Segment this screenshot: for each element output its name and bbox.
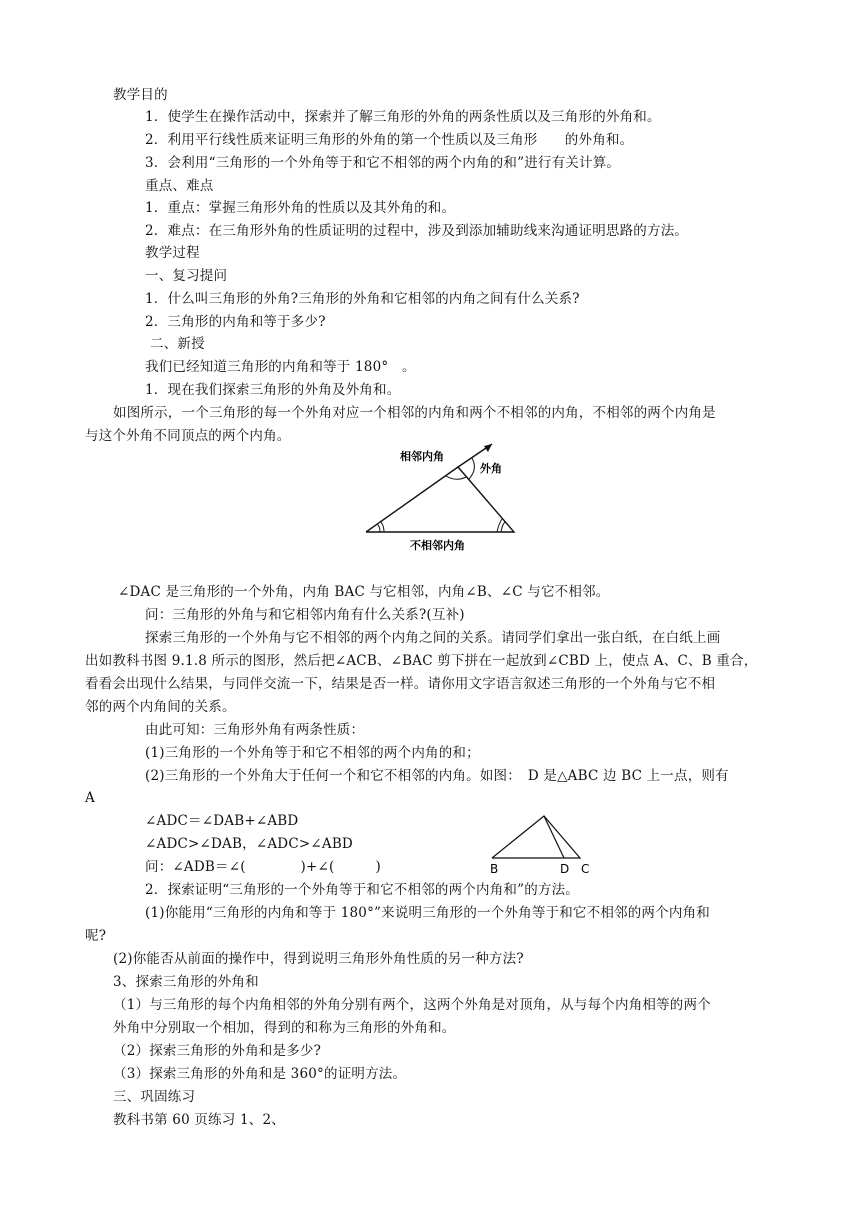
objective-1: 1．使学生在操作活动中，探索并了解三角形的外角的两条性质以及三角形的外角和。 (145, 109, 661, 125)
paragraph-figure-intro-2: 与这个外角不同顶点的两个内角。 (85, 428, 291, 444)
section-heading-process: 教学过程 (145, 245, 200, 261)
exterior-sum-question: （2）探索三角形的外角和是多少? (113, 1043, 322, 1059)
point-d-triangle-diagram (480, 814, 600, 876)
proof-question-1a: (1)你能用“三角形的内角和等于 180°”来说明三角形的一个外角等于和它不相邻的两个内角和 (145, 905, 710, 921)
section-heading-objectives: 教学目的 (113, 87, 168, 103)
property-2: (2)三角形的一个外角大于任何一个和它不相邻的内角。如图： D 是△ABC 边 BC 上一点，则有 (145, 768, 729, 784)
label-vertex-c: C (581, 862, 590, 876)
practice-assignment: 教科书第 60 页练习 1、2、 (113, 1112, 285, 1128)
exterior-sum-definition-2: 外角中分别取一个相加，得到的和称为三角形的外角和。 (113, 1020, 456, 1036)
exterior-angle-arc (469, 458, 474, 479)
label-nonadjacent-angle: 不相邻内角 (410, 539, 465, 552)
point-d-triangle-figure (480, 814, 600, 876)
left-angle-arc (377, 524, 380, 532)
paragraph-explore-proof: 2．探索证明“三角形的一个外角等于和它不相邻的两个内角和”的方法。 (145, 882, 579, 898)
label-point-d: D (560, 862, 570, 876)
left-angle-arc-2 (380, 521, 384, 532)
label-vertex-a: A (85, 790, 95, 806)
paragraph-activity-2: 出如教科书图 9.1.8 所示的图形，然后把∠ACB、∠BAC 剪下拼在一起放到∠CBD 上，使点 A、C、B 重合， (85, 653, 758, 669)
right-angle-arc (501, 522, 505, 532)
label-adjacent-angle: 相邻内角 (400, 450, 444, 463)
label-exterior-angle: 外角 (480, 462, 502, 475)
paragraph-figure-intro-1: 如图所示，一个三角形的每一个外角对应一个相邻的内角和两个不相邻的内角，不相邻的两个内角是 (113, 405, 716, 421)
question-adb: 问：∠ADB＝∠( )+∠( ) (145, 859, 382, 875)
paragraph-activity-3: 看看会出现什么结果，与同伴交流一下，结果是否一样。请你用文字语言叙述三角形的一个外角与它不相 (85, 676, 716, 692)
heading-exterior-sum: 3、探索三角形的外角和 (113, 974, 259, 990)
heading-practice: 三、巩固练习 (113, 1089, 196, 1105)
exterior-sum-definition-1: （1）与三角形的每个内角相邻的外角分别有两个，这两个外角是对顶角，从与每个内角相等的两个 (113, 997, 711, 1013)
equation-adc-sum: ∠ADC＝∠DAB+∠ABD (145, 813, 299, 829)
adjacent-angle-arc (446, 476, 466, 479)
paragraph-activity-4: 邻的两个内角间的关系。 (85, 699, 236, 715)
segment-ad (544, 816, 564, 858)
paragraph-two-properties: 由此可知：三角形外角有两条性质： (145, 722, 365, 738)
paragraph-dac-exterior: ∠DAC 是三角形的一个外角，内角 BAC 与它相邻，内角∠B、∠C 与它不相邻。 (118, 584, 610, 600)
inequality-adc: ∠ADC>∠DAB，∠ADC>∠ABD (145, 836, 353, 852)
review-question-2: 2．三角形的内角和等于多少? (145, 314, 326, 330)
objective-3: 3．会利用“三角形的一个外角等于和它不相邻的两个内角的和”进行有关计算。 (145, 155, 621, 171)
key-point-2: 2．难点：在三角形外角的性质证明的过程中，涉及到添加辅助线来沟通证明思路的方法。 (145, 223, 689, 239)
proof-question-2: (2)你能否从前面的操作中，得到说明三角形外角性质的另一种方法? (113, 951, 524, 967)
exterior-angle-diagram (360, 442, 540, 554)
exterior-sum-proof: （3）探索三角形的外角和是 360°的证明方法。 (113, 1066, 407, 1082)
paragraph-angle-sum: 我们已经知道三角形的内角和等于 180° 。 (145, 359, 416, 375)
paragraph-activity-1: 探索三角形的一个外角与它不相邻的两个内角之间的关系。请同学们拿出一张白纸，在白纸上画 (145, 630, 721, 646)
heading-new-lesson: 二、新授 (150, 336, 205, 352)
proof-question-1b: 呢? (85, 928, 107, 944)
triangle-abc (492, 816, 580, 858)
section-heading-key-points: 重点、难点 (145, 178, 214, 194)
label-vertex-b: B (490, 862, 499, 876)
triangle-outline (366, 467, 514, 532)
paragraph-question-supplementary: 问：三角形的外角与和它相邻内角有什么关系?(互补) (145, 607, 465, 623)
heading-review: 一、复习提问 (145, 268, 228, 284)
objective-2: 2．利用平行线性质来证明三角形的外角的第一个性质以及三角形 的外角和。 (145, 132, 634, 148)
exterior-angle-figure (360, 442, 540, 554)
paragraph-explore-exterior: 1．现在我们探索三角形的外角及外角和。 (145, 382, 401, 398)
property-1: (1)三角形的一个外角等于和它不相邻的两个内角的和； (145, 745, 480, 761)
key-point-1: 1．重点：掌握三角形外角的性质以及其外角的和。 (145, 200, 456, 216)
review-question-1: 1．什么叫三角形的外角?三角形的外角和它相邻的内角之间有什么关系? (145, 291, 580, 307)
